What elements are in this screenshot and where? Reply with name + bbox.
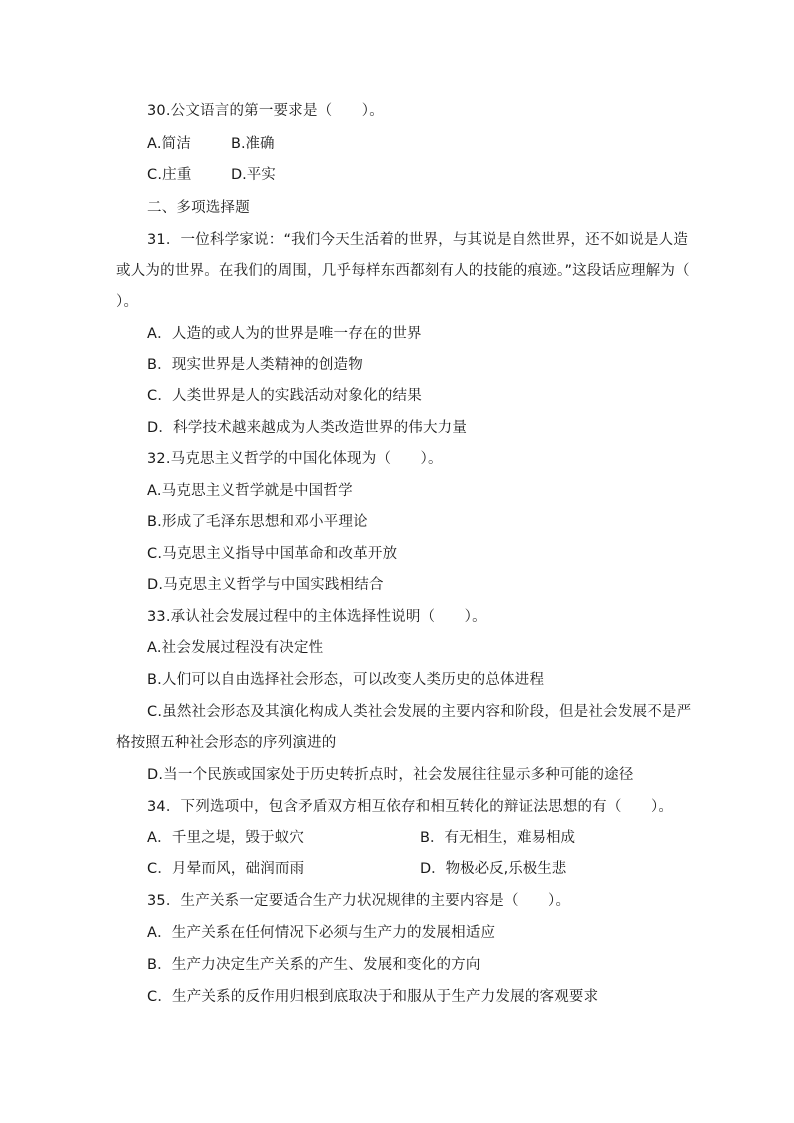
q33-option-b: B.人们可以自由选择社会形态，可以改变人类历史的总体进程 bbox=[147, 672, 545, 688]
q33-option-c-line-2: 格按照五种社会形态的序列演进的 bbox=[116, 735, 337, 751]
q32-option-b: B.形成了毛泽东思想和邓小平理论 bbox=[147, 514, 368, 530]
q34-option-b: B．有无相生，难易相成 bbox=[420, 830, 575, 846]
q35-stem: 35．生产关系一定要适合生产力状况规律的主要内容是（ ）。 bbox=[147, 893, 571, 909]
q31-option-b: B．现实世界是人类精神的创造物 bbox=[147, 357, 363, 373]
q31-option-d: D．科学技术越来越成为人类改造世界的伟大力量 bbox=[147, 420, 468, 436]
q31-option-c: C．人类世界是人的实践活动对象化的结果 bbox=[147, 388, 422, 404]
q31-stem-line-1: 31．一位科学家说：“我们今天生活着的世界，与其说是自然世界，还不如说是人造 bbox=[147, 232, 689, 248]
q35-option-b: B．生产力决定生产关系的产生、发展和变化的方向 bbox=[147, 957, 481, 973]
q32-option-d: D.马克思主义哲学与中国实践相结合 bbox=[147, 577, 384, 593]
q32-option-a: A.马克思主义哲学就是中国哲学 bbox=[147, 483, 353, 499]
q33-option-a: A.社会发展过程没有决定性 bbox=[147, 640, 324, 656]
q32-option-c: C.马克思主义指导中国革命和改革开放 bbox=[147, 546, 398, 562]
q35-option-c: C．生产关系的反作用归根到底取决于和服从于生产力发展的客观要求 bbox=[147, 989, 599, 1005]
q35-option-a: A．生产关系在任何情况下必须与生产力的发展相适应 bbox=[147, 925, 496, 941]
q31-stem-line-3: ）。 bbox=[116, 294, 139, 310]
q34-option-d: D．物极必反,乐极生悲 bbox=[420, 861, 567, 877]
q33-stem: 33.承认社会发展过程中的主体选择性说明（ ）。 bbox=[147, 609, 487, 625]
q30-option-d: D.平实 bbox=[231, 167, 276, 183]
q31-stem-line-2: 或人为的世界。在我们的周围，几乎每样东西都刻有人的技能的痕迹。”这段话应理解为（ bbox=[116, 263, 690, 279]
q34-option-a: A．千里之堤，毁于蚁穴 bbox=[147, 830, 305, 846]
q33-option-d: D.当一个民族或国家处于历史转折点时，社会发展往往显示多种可能的途径 bbox=[147, 767, 634, 783]
q30-option-a: A.简洁 bbox=[147, 136, 192, 152]
q33-option-c-line-1: C.虽然社会形态及其演化构成人类社会发展的主要内容和阶段，但是社会发展不是严 bbox=[147, 704, 692, 720]
q32-stem: 32.马克思主义哲学的中国化体现为（ ）。 bbox=[147, 451, 443, 467]
q34-option-c: C．月晕而风，础润而雨 bbox=[147, 861, 305, 877]
q31-option-a: A．人造的或人为的世界是唯一存在的世界 bbox=[147, 326, 422, 342]
q34-stem: 34．下列选项中，包含矛盾双方相互依存和相互转化的辩证法思想的有（ ）。 bbox=[147, 799, 674, 815]
q30-option-b: B.准确 bbox=[231, 136, 275, 152]
q30-stem: 30.公文语言的第一要求是（ ）。 bbox=[147, 103, 384, 119]
q30-option-c: C.庄重 bbox=[147, 167, 192, 183]
section-heading-multiple-choice: 二、多项选择题 bbox=[147, 200, 250, 216]
